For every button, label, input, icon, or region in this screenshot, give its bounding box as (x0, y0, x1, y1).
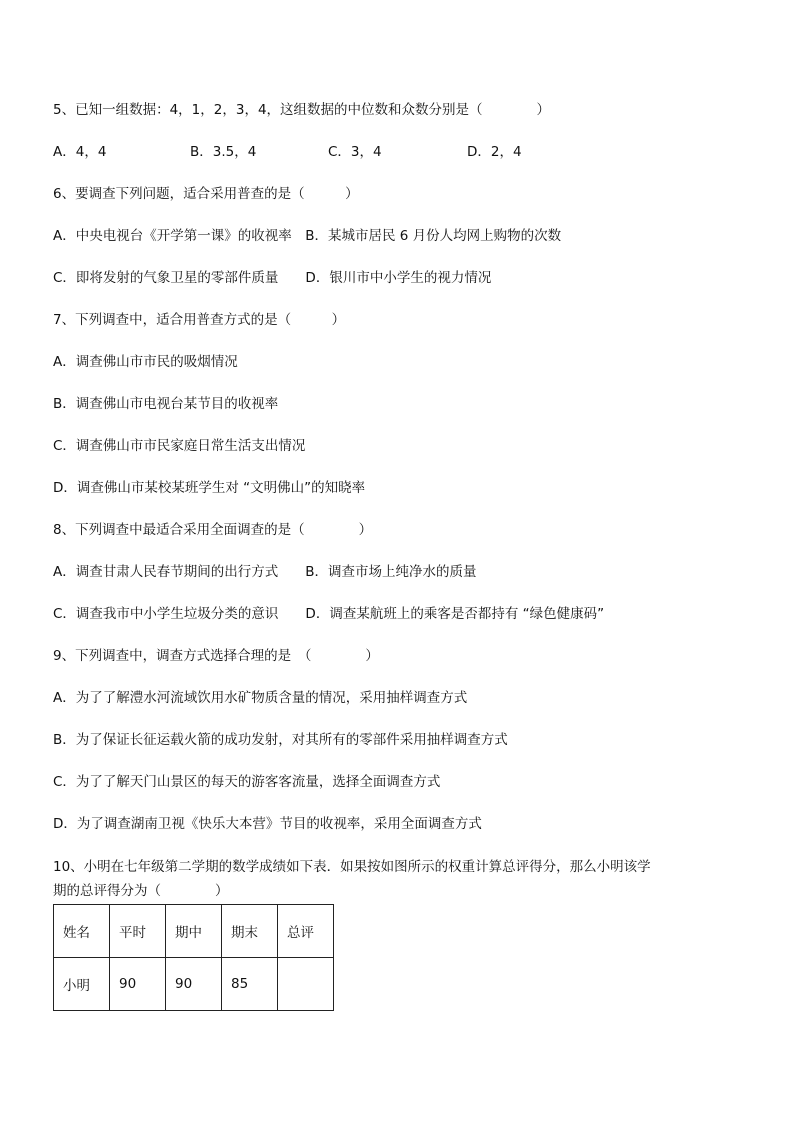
q5-option-d: D．2，4 (467, 144, 522, 160)
q7-option-c: C．调查佛山市市民家庭日常生活支出情况 (53, 438, 306, 454)
q9-option-b: B．为了保证长征运载火箭的成功发射，对其所有的零部件采用抽样调查方式 (53, 732, 508, 748)
q6-options-ab: A．中央电视台《开学第一课》的收视率 B．某城市居民 6 月份人均网上购物的次数 (53, 228, 562, 244)
q5-option-a: A．4，4 (53, 144, 107, 160)
header-daily: 平时 (110, 905, 166, 958)
q5-option-c: C．3，4 (328, 144, 382, 160)
q9-stem: 9、下列调查中，调查方式选择合理的是 （ ） (53, 648, 379, 664)
q8-stem: 8、下列调查中最适合采用全面调查的是（ ） (53, 522, 373, 538)
cell-final: 85 (222, 958, 278, 1011)
header-midterm: 期中 (166, 905, 222, 958)
q7-option-b: B．调查佛山市电视台某节目的收视率 (53, 396, 279, 412)
q5-stem: 5、已知一组数据：4，1，2，3，4，这组数据的中位数和众数分别是（ ） (53, 102, 551, 118)
q8-options-cd: C．调查我市中小学生垃圾分类的意识 D．调查某航班上的乘客是否都持有 “绿色健康码” (53, 606, 605, 622)
q6-options-cd: C．即将发射的气象卫星的零部件质量 D．银川市中小学生的视力情况 (53, 270, 492, 286)
q8-options-ab: A．调查甘肃人民春节期间的出行方式 B．调查市场上纯净水的质量 (53, 564, 477, 580)
cell-daily: 90 (110, 958, 166, 1011)
header-final: 期末 (222, 905, 278, 958)
table-row (54, 958, 334, 1011)
cell-total (278, 958, 334, 1011)
q7-stem: 7、下列调查中，适合用普查方式的是（ ） (53, 312, 346, 328)
cell-midterm: 90 (166, 958, 222, 1011)
q9-option-a: A．为了了解澧水河流域饮用水矿物质含量的情况，采用抽样调查方式 (53, 690, 468, 706)
q10-stem-line2: 期的总评得分为（ ） (53, 883, 229, 899)
score-table (53, 904, 334, 1011)
header-total: 总评 (278, 905, 334, 958)
q5-option-b: B．3.5，4 (190, 144, 257, 160)
cell-name: 小明 (54, 958, 110, 1011)
table-header-row (54, 905, 334, 958)
q10-stem-line1: 10、小明在七年级第二学期的数学成绩如下表．如果按如图所示的权重计算总评得分，那么小明该学 (53, 859, 651, 875)
q7-option-d: D．调查佛山市某校某班学生对 “文明佛山”的知晓率 (53, 480, 366, 496)
header-name: 姓名 (54, 905, 110, 958)
q7-option-a: A．调查佛山市市民的吸烟情况 (53, 354, 238, 370)
q9-option-d: D．为了调查湖南卫视《快乐大本营》节目的收视率，采用全面调查方式 (53, 816, 482, 832)
q9-option-c: C．为了了解天门山景区的每天的游客客流量，选择全面调查方式 (53, 774, 441, 790)
q6-stem: 6、要调查下列问题，适合采用普查的是（ ） (53, 186, 359, 202)
